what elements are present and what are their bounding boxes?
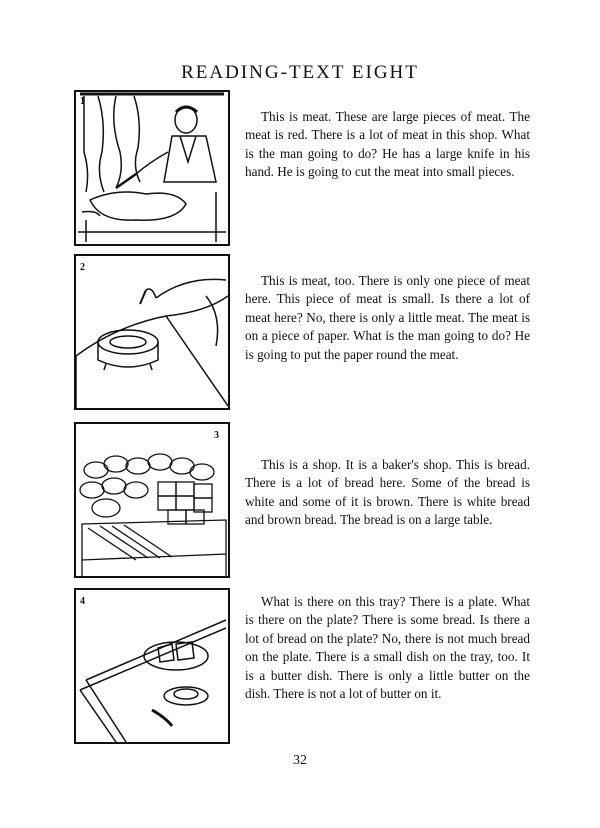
illustration-butcher bbox=[74, 90, 230, 246]
page-heading: READING-TEXT EIGHT bbox=[181, 62, 419, 83]
svg-text:3: 3 bbox=[214, 430, 219, 441]
illustration-bakery bbox=[74, 422, 230, 578]
paragraph-2: This is meat, too. There is only one piece of meat here. This piece of meat is small. Is there a lot of meat here? No, there is only a little meat. The meat is on a piece of paper. What is the man going to do? He is going to put the paper round the meat. bbox=[245, 273, 530, 362]
tray-drawing bbox=[76, 590, 228, 742]
paragraph-4: What is there on this tray? There is a plate. What is there on the plate? There is some bread. Is there a lot of bread on the plate? No, there is not much bread on the plate. There is a small dish on the tray, too. It is a butter dish. There is only a little butter on the dish. There is not a lot of butter on it. bbox=[245, 594, 530, 702]
illustration-tray bbox=[74, 588, 230, 744]
svg-text:4: 4 bbox=[80, 596, 85, 607]
illustration-wrapping bbox=[74, 254, 230, 410]
paragraph-3: This is a shop. It is a baker's shop. This is bread. There is a lot of bread here. Some of the bread is white and some of it is brown. There is white bread and brown bread. The bread is on a large table. bbox=[245, 457, 530, 528]
svg-text:2: 2 bbox=[80, 262, 85, 273]
paragraph-1: This is meat. These are large pieces of meat. The meat is red. There is a lot of meat in this shop. What is the man going to do? He has a large knife in his hand. He is going to cut the meat into small pieces. bbox=[245, 109, 530, 180]
wrapping-drawing bbox=[76, 256, 228, 408]
butcher-drawing bbox=[76, 92, 228, 244]
svg-text:1: 1 bbox=[80, 96, 85, 107]
page-number: 32 bbox=[293, 753, 307, 768]
bakery-drawing bbox=[76, 424, 228, 576]
